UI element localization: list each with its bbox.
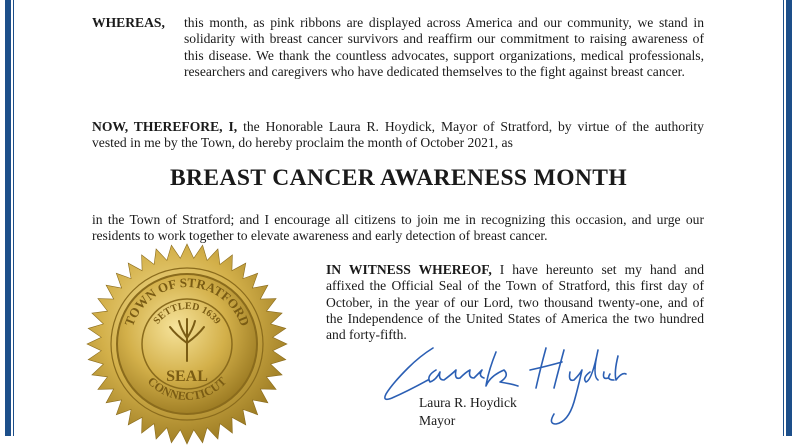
seal-top-text: TOWN OF STRATFORD bbox=[121, 274, 253, 329]
witness-paragraph bbox=[326, 262, 704, 343]
therefore-text: the Honorable Laura R. Hoydick, Mayor of Stratford, by virtue of the authority vested in me by the Town, do hereby proclaim the month of October 2021, as bbox=[92, 119, 704, 151]
closing-paragraph: in the Town of Stratford; and I encourage all citizens to join me in recognizing this occasion, and urge our residents to work together to elevate awareness and early detection of breast cancer. bbox=[92, 212, 704, 244]
signer-title: Mayor bbox=[419, 413, 456, 428]
mayor-signature bbox=[378, 336, 628, 426]
seal-center-text: SEAL bbox=[166, 368, 208, 385]
witness-text: I have hereunto set my hand and affixed the Official Seal of the Town of Stratford, this first day of October, in the year of our Lord, two thousand twenty-one, and of the Independence of the United States of America the two hundred and forty-fifth. bbox=[326, 262, 704, 343]
whereas-paragraph: this month, as pink ribbons are displayed across America and our community, we stand in solidarity with breast cancer survivors and reaffirm our commitment to raising awareness of this disease. We thank the countless advocates, support organizations, medical professionals, researchers and caregivers who have dedicated themselves to the fight against breast cancer. bbox=[184, 15, 704, 79]
seal-settled-text: SETTLED 1639 bbox=[151, 300, 223, 327]
whereas-label: WHEREAS, bbox=[92, 15, 165, 30]
seal-bottom-text: CONNECTICUT bbox=[144, 374, 230, 404]
therefore-paragraph bbox=[92, 119, 704, 152]
therefore-lead: NOW, THEREFORE, I, bbox=[92, 119, 238, 134]
right-page-border bbox=[783, 0, 797, 436]
proclamation-title: BREAST CANCER AWARENESS MONTH bbox=[169, 165, 628, 191]
left-page-border bbox=[0, 0, 14, 436]
signer-name: Laura R. Hoydick bbox=[419, 395, 517, 410]
witness-lead: IN WITNESS WHEREOF, bbox=[326, 262, 492, 277]
town-seal bbox=[86, 243, 288, 445]
